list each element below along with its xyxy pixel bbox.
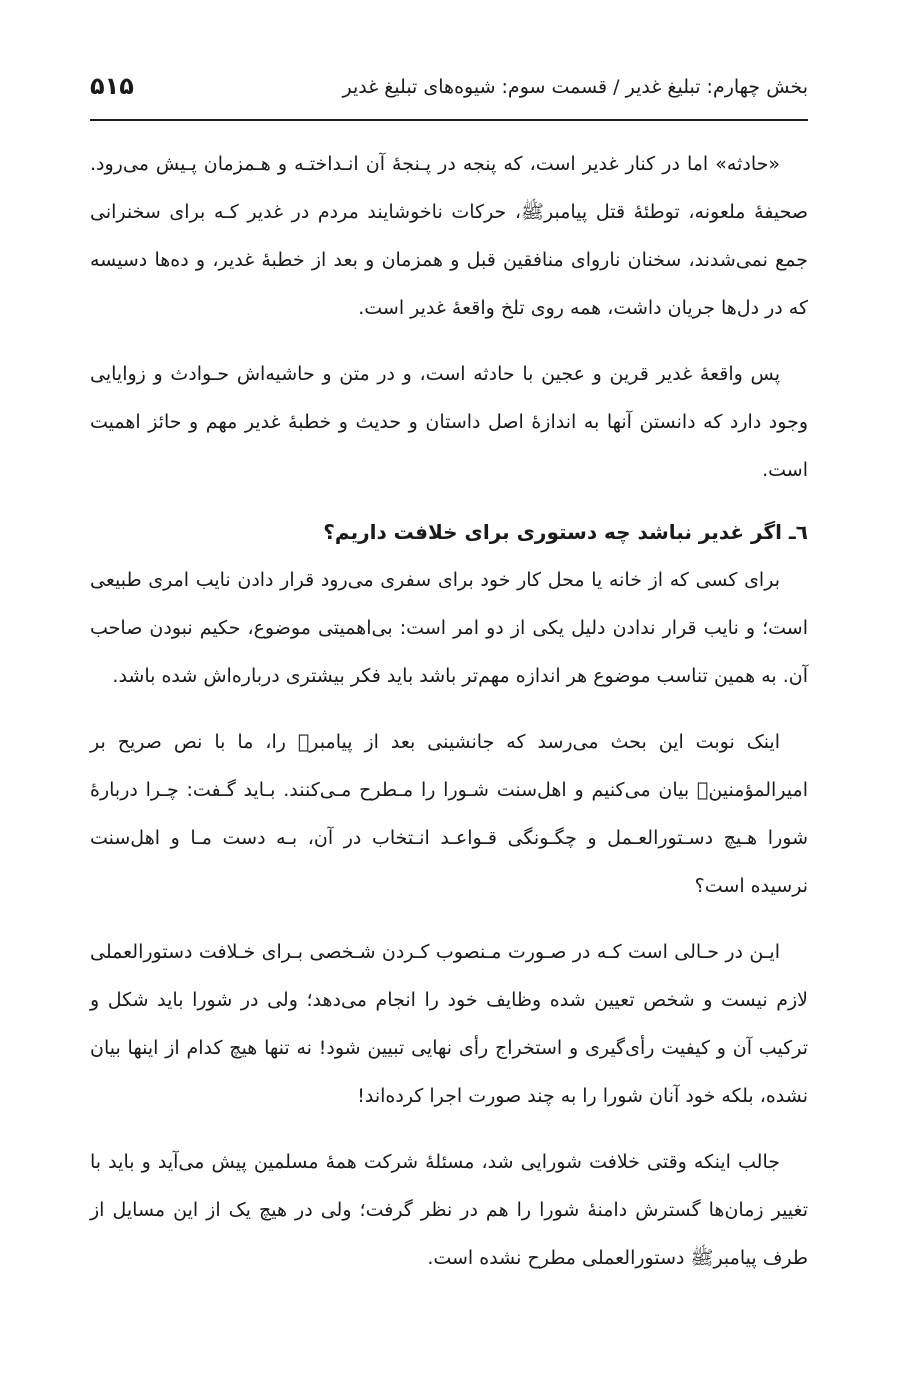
header-divider xyxy=(90,119,808,121)
paragraph-1: «حادثه» اما در کنار غدیر است، که پنجه در پـنجۀ آن انـداختـه و هـمزمان پـیش می‌رود. صحیفۀ ملعونه، توطئۀ قتل پیامبرﷺ، حرکات ناخوشایند مردم در غدیر کـه برای سخنرانی جمع نمی‌شدند، سخنان ناروای منافقین قبل و همزمان و بعد از خطبۀ غدیر، و ده‌ها دسیسه که در دل‌ها جریان داشت، همه روی تلخ واقعۀ غدیر است. xyxy=(90,153,808,319)
paragraph-5: ایـن در حـالی است کـه در صـورت مـنصوب کـردن شـخصی بـرای خـلافت دستورالعملی لازم نیست و شخص تعیین شده وظایف خود را انجام می‌دهد؛ ولی در شورا باید شکل و ترکیب آن و کیفیت رأی‌گیری و استخراج رأی نهایی تبیین شود! نه تنها هیچ کدام از اینها بیان نشده، بلکه خود آنان شورا را به چند صورت اجرا کرده‌اند! xyxy=(90,941,808,1107)
paragraph-3: برای کسی که از خانه یا محل کار خود برای سفری می‌رود قرار دادن نایب امری طبیعی است؛ و نایب قرار ندادن دلیل یکی از دو امر است: بی‌اهمیتی موضوع، حکیم نبودن صاحب آن. به همین تناسب موضوع هر اندازه مهم‌تر باشد باید فکر بیشتری درباره‌اش شده باشد. xyxy=(90,569,808,687)
page-body xyxy=(90,140,808,1300)
running-title: بخش چهارم: تبلیغ غدیر / قسمت سوم: شیوه‌های تبلیغ غدیر xyxy=(342,76,808,98)
section-heading: ٦ـ اگر غدیر نباشد چه دستوری برای خلافت داریم؟ xyxy=(323,520,808,544)
page-header xyxy=(90,66,808,116)
paragraph-6: جالب اینکه وقتی خلافت شورایی شد، مسئلۀ شرکت همۀ مسلمین پیش می‌آید و باید با تغییر زمان‌ها گسترش دامنۀ شورا را هم در نظر گرفت؛ ولی در هیچ یک از این مسایل از طرف پیامبرﷺ دستورالعملی مطرح نشده است. xyxy=(90,1151,808,1269)
paragraph-4: اینک نوبت این بحث می‌رسد که جانشینی بعد از پیامبرﷺ را، ما با نص صریح بر امیرالمؤمنینؑ بیان می‌کنیم و اهل‌سنت شـورا را مـطرح مـی‌کنند. بـاید گـفت: چـرا دربارۀ شورا هـیچ دسـتورالعـمل و چگـونگی قـواعـد انـتخاب در آن، بـه دست مـا و اهل‌سنت نرسیده است؟ xyxy=(90,731,808,897)
paragraph-2: پس واقعۀ غدیر قرین و عجین با حادثه است، و در متن و حاشیه‌اش حـوادث و زوایایی وجود دارد که دانستن آنها به اندازۀ اصل داستان و حدیث و خطبۀ غدیر مهم و حائز اهمیت است. xyxy=(90,363,808,481)
page-number: ۵۱۵ xyxy=(90,72,134,100)
